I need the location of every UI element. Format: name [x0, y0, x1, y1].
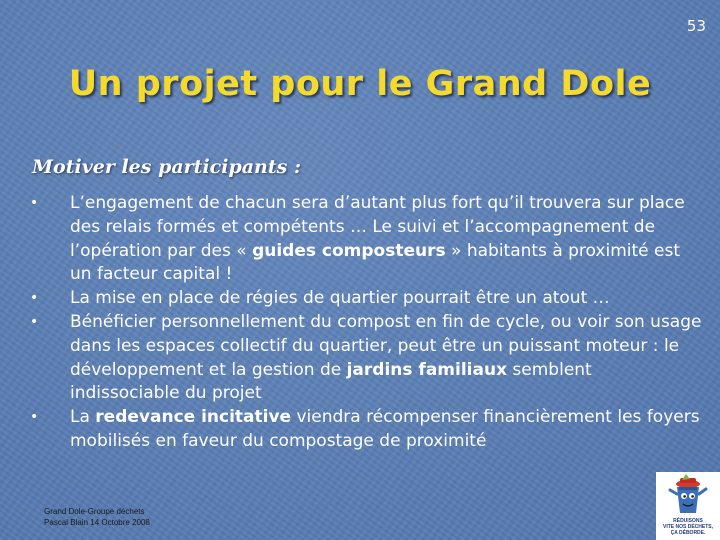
- footer-line-1: Grand Dole-Groupe déchets: [44, 507, 145, 516]
- slide-title: Un projet pour le Grand Dole: [68, 64, 652, 104]
- bullet-item: [26, 406, 706, 454]
- bullet-item: [26, 287, 706, 311]
- bullet-text: semblent indissociable du projet: [70, 359, 592, 404]
- bullet-emphasis: jardins familiaux: [346, 359, 508, 380]
- bullet-marker: •: [30, 313, 39, 330]
- bullet-text: viendra récompenser financièrement les foyers mobilisés en faveur du compostage de proximité: [70, 407, 700, 451]
- footer: [44, 506, 150, 528]
- logo-line-1: RÉDUISONS: [673, 518, 703, 524]
- footer-line-2: Pascal Blain 14 Octobre 2008: [44, 518, 150, 527]
- bullet-marker: •: [30, 290, 39, 307]
- bullet-text: La: [70, 407, 96, 428]
- recycling-bin-mascot-icon: [656, 472, 720, 518]
- logo-line-2: VITE NOS DÉCHETS,: [662, 524, 713, 530]
- logo-text: [656, 518, 720, 536]
- bullet-text: Bénéficier personnellement du compost en fin de cycle, ou voir son usage dans les espaces collectif du quartier, peut être un puissant moteur : le développement et la gestion de: [70, 311, 702, 380]
- logo-line-3: ÇA DÉBORDE.: [670, 530, 706, 536]
- bullet-marker: •: [30, 409, 39, 426]
- bullet-text: La mise en place de régies de quartier pourrait être un atout …: [70, 288, 610, 309]
- campaign-logo: [656, 472, 720, 540]
- bullet-list: [26, 192, 706, 454]
- bullet-item: [26, 192, 706, 287]
- slide-number: 53: [686, 17, 706, 35]
- slide-subtitle: Motiver les participants :: [32, 156, 301, 178]
- bullet-emphasis: guides composteurs: [252, 240, 446, 261]
- bullet-marker: •: [30, 195, 39, 211]
- bullet-text: » habitants à proximité est un facteur capital !: [70, 240, 681, 285]
- bullet-text: L’engagement de chacun sera d’autant plus fort qu’il trouvera sur place des relais formés et compétents … Le suivi et l’accompagnement de l’opération par des «: [70, 193, 685, 261]
- bullet-item: [26, 311, 706, 406]
- bullet-emphasis: redevance incitative: [95, 407, 292, 428]
